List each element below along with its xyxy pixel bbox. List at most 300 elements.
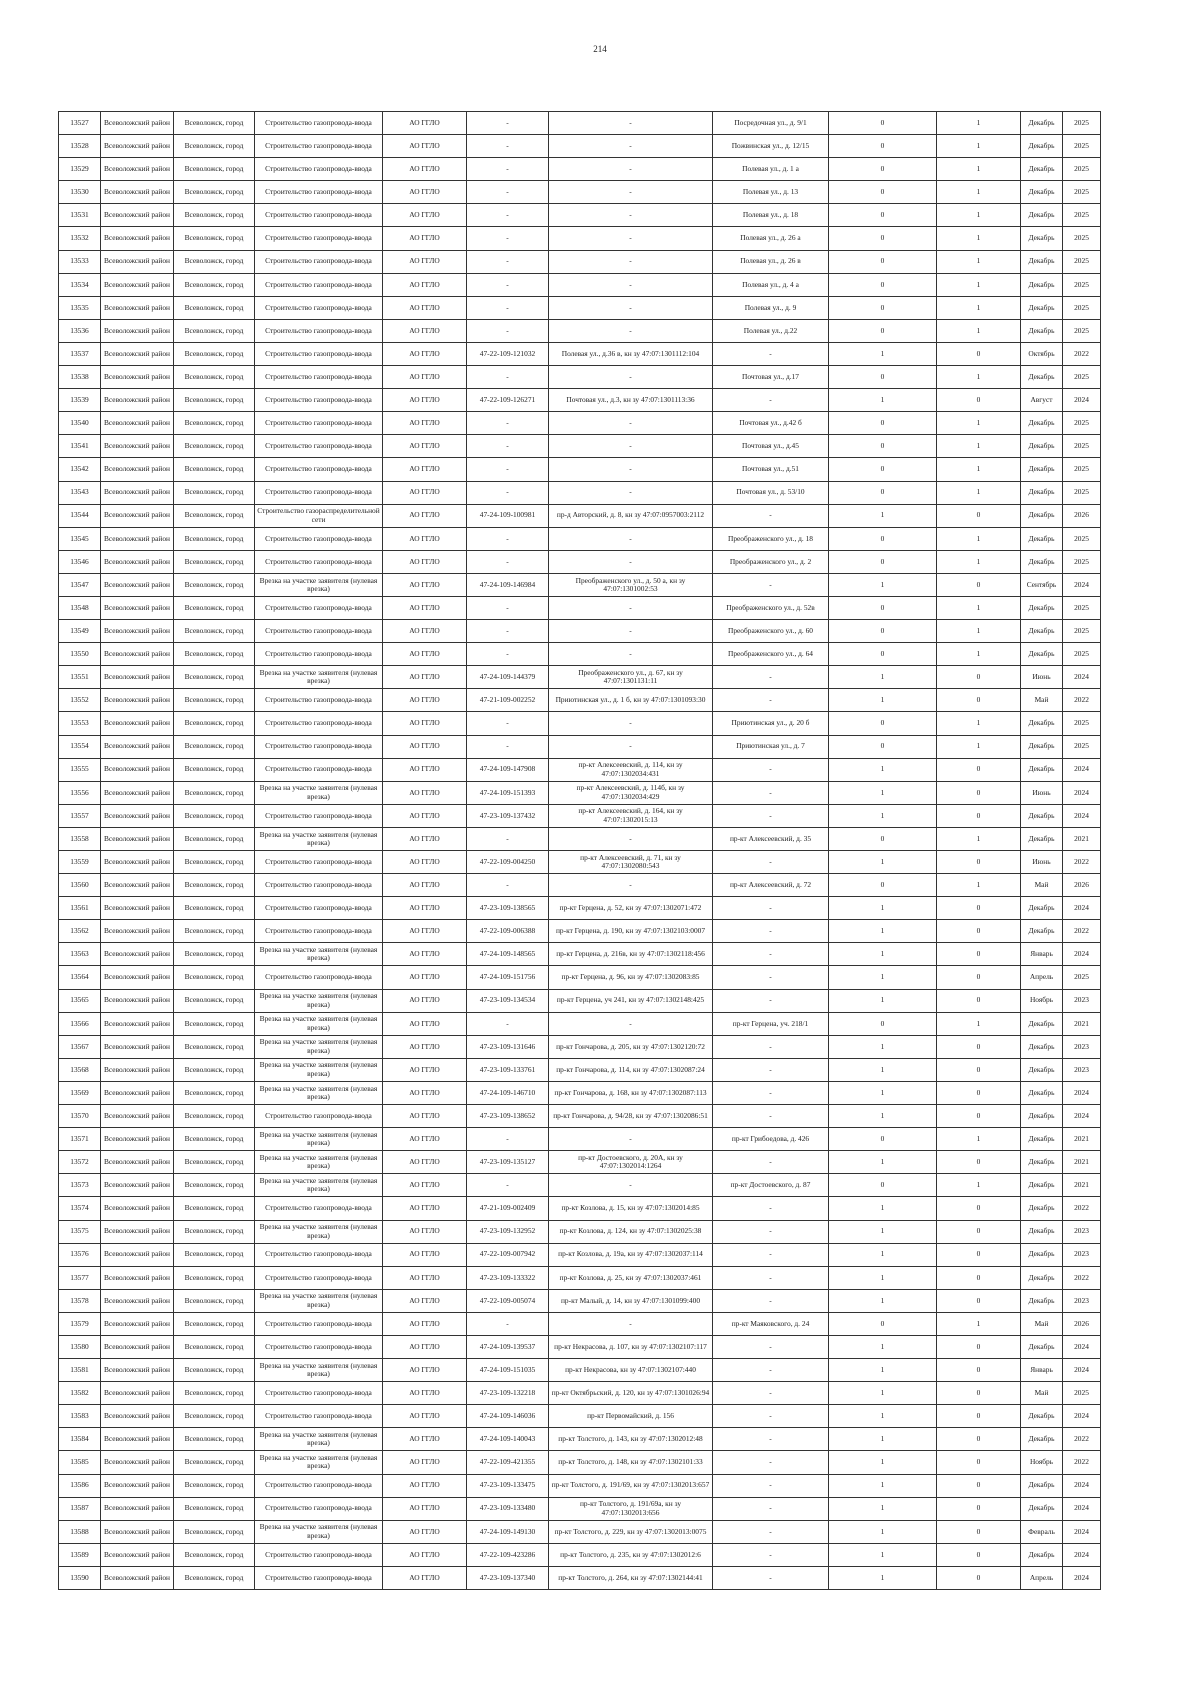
cell-planned-address: пр-кт Герцена, уч. 218/1 <box>713 1012 829 1035</box>
cell-settlement: Всеволожск, город <box>174 158 255 181</box>
cell-count-a: 1 <box>829 1359 937 1382</box>
cell-district: Всеволожский район <box>101 689 174 712</box>
cell-row-number: 13566 <box>59 1012 101 1035</box>
table-row <box>59 1174 1101 1197</box>
cell-planned-address: - <box>713 1105 829 1128</box>
cell-count-a: 1 <box>829 1428 937 1451</box>
cell-planned-address: - <box>713 1497 829 1520</box>
cell-application-number: 47-22-109-421355 <box>467 1451 549 1474</box>
cell-district: Всеволожский район <box>101 527 174 550</box>
cell-district: Всеволожский район <box>101 1266 174 1289</box>
cell-settlement: Всеволожск, город <box>174 389 255 412</box>
cell-row-number: 13578 <box>59 1289 101 1312</box>
cell-row-number: 13549 <box>59 620 101 643</box>
cell-organization: АО ГГЛО <box>383 481 467 504</box>
cell-district: Всеволожский район <box>101 342 174 365</box>
cell-object-address: - <box>549 273 713 296</box>
cell-district: Всеволожский район <box>101 1289 174 1312</box>
cell-application-number: 47-23-109-138565 <box>467 897 549 920</box>
cell-month: Декабрь <box>1021 596 1063 619</box>
cell-count-a: 0 <box>829 319 937 342</box>
cell-row-number: 13541 <box>59 435 101 458</box>
cell-settlement: Всеволожск, город <box>174 1543 255 1566</box>
cell-year: 2025 <box>1063 458 1101 481</box>
cell-settlement: Всеволожск, город <box>174 181 255 204</box>
cell-district: Всеволожский район <box>101 366 174 389</box>
cell-row-number: 13579 <box>59 1312 101 1335</box>
cell-count-a: 1 <box>829 1497 937 1520</box>
cell-count-a: 0 <box>829 643 937 666</box>
cell-settlement: Всеволожск, город <box>174 1058 255 1081</box>
cell-row-number: 13539 <box>59 389 101 412</box>
cell-application-number: - <box>467 527 549 550</box>
cell-work-type: Строительство газопровода-ввода <box>255 712 383 735</box>
cell-district: Всеволожский район <box>101 1451 174 1474</box>
cell-year: 2022 <box>1063 1428 1101 1451</box>
table-row <box>59 573 1101 596</box>
cell-settlement: Всеволожск, город <box>174 1566 255 1589</box>
table-row <box>59 112 1101 135</box>
cell-count-b: 0 <box>937 1428 1021 1451</box>
table-row <box>59 758 1101 781</box>
cell-application-number: 47-23-109-133761 <box>467 1058 549 1081</box>
cell-object-address: пр-кт Достоевского, д. 20А, кн зу 47:07:1302014:1264 <box>549 1151 713 1174</box>
cell-year: 2023 <box>1063 1220 1101 1243</box>
cell-work-type: Строительство газопровода-ввода <box>255 758 383 781</box>
cell-month: Декабрь <box>1021 643 1063 666</box>
cell-organization: АО ГГЛО <box>383 943 467 966</box>
cell-row-number: 13538 <box>59 366 101 389</box>
cell-count-a: 1 <box>829 1520 937 1543</box>
cell-month: Декабрь <box>1021 827 1063 850</box>
cell-organization: АО ГГЛО <box>383 989 467 1012</box>
cell-object-address: Почтовая ул., д.3, кн зу 47:07:1301113:36 <box>549 389 713 412</box>
cell-count-b: 1 <box>937 1174 1021 1197</box>
cell-application-number: 47-24-109-144379 <box>467 666 549 689</box>
cell-count-b: 1 <box>937 643 1021 666</box>
cell-settlement: Всеволожск, город <box>174 943 255 966</box>
cell-count-a: 1 <box>829 504 937 527</box>
cell-month: Декабрь <box>1021 735 1063 758</box>
cell-district: Всеволожский район <box>101 1243 174 1266</box>
table-row <box>59 1289 1101 1312</box>
cell-planned-address: Полевая ул., д. 1 а <box>713 158 829 181</box>
cell-work-type: Врезка на участке заявителя (нулевая врезка) <box>255 1035 383 1058</box>
cell-count-a: 1 <box>829 781 937 804</box>
cell-year: 2026 <box>1063 1312 1101 1335</box>
cell-district: Всеволожский район <box>101 643 174 666</box>
cell-year: 2024 <box>1063 666 1101 689</box>
cell-count-a: 0 <box>829 1312 937 1335</box>
cell-district: Всеволожский район <box>101 1197 174 1220</box>
cell-work-type: Врезка на участке заявителя (нулевая врезка) <box>255 1289 383 1312</box>
cell-planned-address: - <box>713 920 829 943</box>
cell-row-number: 13530 <box>59 181 101 204</box>
cell-organization: АО ГГЛО <box>383 1012 467 1035</box>
cell-application-number: - <box>467 112 549 135</box>
cell-year: 2024 <box>1063 758 1101 781</box>
cell-work-type: Строительство газопровода-ввода <box>255 296 383 319</box>
cell-count-b: 1 <box>937 227 1021 250</box>
cell-count-a: 1 <box>829 1266 937 1289</box>
cell-organization: АО ГГЛО <box>383 1335 467 1358</box>
cell-month: Декабрь <box>1021 504 1063 527</box>
cell-planned-address: Почтовая ул., д.17 <box>713 366 829 389</box>
cell-work-type: Строительство газопровода-ввода <box>255 112 383 135</box>
cell-month: Декабрь <box>1021 204 1063 227</box>
cell-planned-address: - <box>713 1289 829 1312</box>
cell-planned-address: - <box>713 504 829 527</box>
cell-object-address: - <box>549 550 713 573</box>
cell-organization: АО ГГЛО <box>383 1105 467 1128</box>
table-row <box>59 227 1101 250</box>
cell-application-number: - <box>467 550 549 573</box>
cell-organization: АО ГГЛО <box>383 735 467 758</box>
cell-work-type: Врезка на участке заявителя (нулевая врезка) <box>255 781 383 804</box>
cell-year: 2023 <box>1063 989 1101 1012</box>
cell-object-address: - <box>549 204 713 227</box>
cell-year: 2024 <box>1063 1543 1101 1566</box>
cell-count-a: 0 <box>829 227 937 250</box>
cell-organization: АО ГГЛО <box>383 1359 467 1382</box>
cell-planned-address: - <box>713 943 829 966</box>
cell-work-type: Строительство газопровода-ввода <box>255 596 383 619</box>
cell-object-address: пр-кт Гончарова, д. 205, кн зу 47:07:1302120:72 <box>549 1035 713 1058</box>
cell-month: Декабрь <box>1021 273 1063 296</box>
cell-object-address: - <box>549 458 713 481</box>
cell-year: 2024 <box>1063 781 1101 804</box>
cell-row-number: 13558 <box>59 827 101 850</box>
cell-count-b: 0 <box>937 1451 1021 1474</box>
cell-month: Декабрь <box>1021 366 1063 389</box>
cell-count-b: 0 <box>937 389 1021 412</box>
cell-count-b: 1 <box>937 458 1021 481</box>
cell-planned-address: Почтовая ул., д.45 <box>713 435 829 458</box>
cell-settlement: Всеволожск, город <box>174 989 255 1012</box>
cell-planned-address: - <box>713 342 829 365</box>
table-body <box>59 112 1101 1590</box>
cell-planned-address: - <box>713 1035 829 1058</box>
cell-count-a: 1 <box>829 1035 937 1058</box>
cell-count-b: 0 <box>937 1081 1021 1104</box>
cell-year: 2025 <box>1063 366 1101 389</box>
cell-settlement: Всеволожск, город <box>174 481 255 504</box>
cell-row-number: 13582 <box>59 1382 101 1405</box>
cell-settlement: Всеволожск, город <box>174 1335 255 1358</box>
cell-settlement: Всеволожск, город <box>174 573 255 596</box>
cell-count-b: 0 <box>937 758 1021 781</box>
cell-application-number: - <box>467 1012 549 1035</box>
cell-row-number: 13543 <box>59 481 101 504</box>
cell-settlement: Всеволожск, город <box>174 1312 255 1335</box>
cell-district: Всеволожский район <box>101 712 174 735</box>
cell-work-type: Строительство газопровода-ввода <box>255 250 383 273</box>
cell-district: Всеволожский район <box>101 1474 174 1497</box>
cell-count-b: 0 <box>937 342 1021 365</box>
cell-object-address: пр-кт Алексеевский, д. 164, кн зу 47:07:1302015:13 <box>549 804 713 827</box>
cell-month: Май <box>1021 1382 1063 1405</box>
cell-organization: АО ГГЛО <box>383 181 467 204</box>
cell-district: Всеволожский район <box>101 920 174 943</box>
cell-organization: АО ГГЛО <box>383 1220 467 1243</box>
cell-application-number: 47-23-109-137432 <box>467 804 549 827</box>
cell-count-a: 1 <box>829 1474 937 1497</box>
cell-organization: АО ГГЛО <box>383 758 467 781</box>
cell-application-number: - <box>467 458 549 481</box>
cell-year: 2024 <box>1063 1081 1101 1104</box>
cell-count-a: 1 <box>829 389 937 412</box>
cell-settlement: Всеволожск, город <box>174 712 255 735</box>
cell-object-address: пр-кт Козлова, д. 15, кн зу 47:07:1302014:85 <box>549 1197 713 1220</box>
cell-count-b: 0 <box>937 1405 1021 1428</box>
cell-district: Всеволожский район <box>101 1128 174 1151</box>
cell-planned-address: пр-кт Маяковского, д. 24 <box>713 1312 829 1335</box>
cell-application-number: 47-24-109-140043 <box>467 1428 549 1451</box>
cell-month: Декабрь <box>1021 1289 1063 1312</box>
cell-district: Всеволожский район <box>101 827 174 850</box>
cell-object-address: пр-кт Некрасова, д. 107, кн зу 47:07:1302107:117 <box>549 1335 713 1358</box>
table-row <box>59 366 1101 389</box>
cell-count-a: 1 <box>829 1058 937 1081</box>
cell-month: Декабрь <box>1021 1220 1063 1243</box>
cell-row-number: 13565 <box>59 989 101 1012</box>
cell-row-number: 13590 <box>59 1566 101 1589</box>
cell-count-b: 1 <box>937 204 1021 227</box>
cell-count-a: 1 <box>829 1405 937 1428</box>
cell-year: 2025 <box>1063 135 1101 158</box>
cell-row-number: 13557 <box>59 804 101 827</box>
cell-month: Январь <box>1021 1359 1063 1382</box>
cell-work-type: Строительство газопровода-ввода <box>255 1566 383 1589</box>
table-row <box>59 874 1101 897</box>
cell-work-type: Строительство газопровода-ввода <box>255 550 383 573</box>
cell-settlement: Всеволожск, город <box>174 643 255 666</box>
cell-work-type: Строительство газопровода-ввода <box>255 342 383 365</box>
cell-count-a: 1 <box>829 851 937 874</box>
cell-year: 2022 <box>1063 1197 1101 1220</box>
cell-count-b: 0 <box>937 1289 1021 1312</box>
cell-month: Апрель <box>1021 1566 1063 1589</box>
cell-month: Декабрь <box>1021 458 1063 481</box>
cell-work-type: Врезка на участке заявителя (нулевая врезка) <box>255 827 383 850</box>
table-row <box>59 596 1101 619</box>
cell-application-number: 47-23-109-133475 <box>467 1474 549 1497</box>
cell-organization: АО ГГЛО <box>383 1497 467 1520</box>
cell-month: Декабрь <box>1021 227 1063 250</box>
cell-organization: АО ГГЛО <box>383 712 467 735</box>
cell-organization: АО ГГЛО <box>383 550 467 573</box>
cell-count-b: 1 <box>937 712 1021 735</box>
cell-row-number: 13552 <box>59 689 101 712</box>
cell-month: Декабрь <box>1021 435 1063 458</box>
cell-object-address: - <box>549 412 713 435</box>
cell-application-number: 47-23-109-137340 <box>467 1566 549 1589</box>
cell-district: Всеволожский район <box>101 458 174 481</box>
cell-row-number: 13548 <box>59 596 101 619</box>
cell-organization: АО ГГЛО <box>383 204 467 227</box>
cell-object-address: пр-кт Козлова, д. 19а, кн зу 47:07:1302037:114 <box>549 1243 713 1266</box>
cell-organization: АО ГГЛО <box>383 158 467 181</box>
cell-month: Май <box>1021 874 1063 897</box>
cell-year: 2025 <box>1063 550 1101 573</box>
cell-organization: АО ГГЛО <box>383 1543 467 1566</box>
cell-settlement: Всеволожск, город <box>174 435 255 458</box>
cell-count-b: 0 <box>937 989 1021 1012</box>
cell-application-number: 47-23-109-132952 <box>467 1220 549 1243</box>
cell-settlement: Всеволожск, город <box>174 1405 255 1428</box>
cell-year: 2022 <box>1063 1266 1101 1289</box>
cell-organization: АО ГГЛО <box>383 920 467 943</box>
cell-month: Январь <box>1021 943 1063 966</box>
cell-work-type: Строительство газопровода-ввода <box>255 366 383 389</box>
cell-work-type: Строительство газопровода-ввода <box>255 920 383 943</box>
cell-planned-address: - <box>713 781 829 804</box>
cell-work-type: Врезка на участке заявителя (нулевая врезка) <box>255 1428 383 1451</box>
cell-object-address: - <box>549 135 713 158</box>
table-row <box>59 735 1101 758</box>
cell-application-number: 47-22-109-005074 <box>467 1289 549 1312</box>
cell-organization: АО ГГЛО <box>383 666 467 689</box>
cell-district: Всеволожский район <box>101 1335 174 1358</box>
cell-row-number: 13581 <box>59 1359 101 1382</box>
cell-month: Февраль <box>1021 1520 1063 1543</box>
cell-planned-address: - <box>713 1151 829 1174</box>
cell-application-number: 47-23-109-138652 <box>467 1105 549 1128</box>
cell-application-number: 47-24-109-139537 <box>467 1335 549 1358</box>
table-row <box>59 319 1101 342</box>
cell-year: 2025 <box>1063 181 1101 204</box>
cell-month: Декабрь <box>1021 481 1063 504</box>
cell-application-number: - <box>467 1128 549 1151</box>
cell-object-address: Приютинская ул., д. 1 б, кн зу 47:07:1301093:30 <box>549 689 713 712</box>
cell-application-number: 47-22-109-007942 <box>467 1243 549 1266</box>
cell-planned-address: - <box>713 1197 829 1220</box>
cell-planned-address: - <box>713 1266 829 1289</box>
cell-organization: АО ГГЛО <box>383 342 467 365</box>
cell-year: 2026 <box>1063 874 1101 897</box>
cell-count-a: 0 <box>829 874 937 897</box>
cell-count-a: 1 <box>829 1220 937 1243</box>
cell-district: Всеволожский район <box>101 1497 174 1520</box>
cell-row-number: 13586 <box>59 1474 101 1497</box>
cell-application-number: 47-21-109-002252 <box>467 689 549 712</box>
cell-year: 2024 <box>1063 1105 1101 1128</box>
cell-settlement: Всеволожск, город <box>174 342 255 365</box>
table-row <box>59 1312 1101 1335</box>
cell-object-address: - <box>549 112 713 135</box>
cell-planned-address: - <box>713 573 829 596</box>
cell-count-b: 0 <box>937 1243 1021 1266</box>
cell-count-b: 0 <box>937 1197 1021 1220</box>
cell-object-address: пр-кт Герцена, д. 52, кн зу 47:07:1302071:472 <box>549 897 713 920</box>
cell-row-number: 13537 <box>59 342 101 365</box>
cell-settlement: Всеволожск, город <box>174 1266 255 1289</box>
table-row <box>59 1081 1101 1104</box>
table-row <box>59 1197 1101 1220</box>
cell-planned-address: - <box>713 1474 829 1497</box>
cell-year: 2025 <box>1063 966 1101 989</box>
cell-object-address: Преображенского ул., д. 50 а, кн зу 47:07:1301002:53 <box>549 573 713 596</box>
cell-settlement: Всеволожск, город <box>174 1359 255 1382</box>
cell-work-type: Строительство газопровода-ввода <box>255 458 383 481</box>
cell-work-type: Строительство газопровода-ввода <box>255 389 383 412</box>
cell-planned-address: Полевая ул., д. 4 а <box>713 273 829 296</box>
cell-row-number: 13545 <box>59 527 101 550</box>
cell-object-address: пр-кт Некрасова, кн зу 47:07:1302107:440 <box>549 1359 713 1382</box>
cell-count-a: 1 <box>829 1382 937 1405</box>
cell-count-a: 0 <box>829 1012 937 1035</box>
cell-month: Сентябрь <box>1021 573 1063 596</box>
cell-organization: АО ГГЛО <box>383 1312 467 1335</box>
cell-planned-address: пр-кт Достоевского, д. 87 <box>713 1174 829 1197</box>
cell-count-a: 0 <box>829 596 937 619</box>
table-row <box>59 504 1101 527</box>
cell-planned-address: Почтовая ул., д. 53/10 <box>713 481 829 504</box>
table-row <box>59 827 1101 850</box>
cell-application-number: 47-23-109-131646 <box>467 1035 549 1058</box>
cell-row-number: 13583 <box>59 1405 101 1428</box>
cell-object-address: пр-кт Герцена, уч 241, кн зу 47:07:1302148:425 <box>549 989 713 1012</box>
cell-year: 2025 <box>1063 296 1101 319</box>
cell-work-type: Врезка на участке заявителя (нулевая врезка) <box>255 1058 383 1081</box>
cell-district: Всеволожский район <box>101 1035 174 1058</box>
cell-count-b: 1 <box>937 435 1021 458</box>
cell-work-type: Строительство газораспределительной сети <box>255 504 383 527</box>
cell-year: 2024 <box>1063 897 1101 920</box>
cell-count-b: 0 <box>937 1335 1021 1358</box>
cell-application-number: 47-24-109-146710 <box>467 1081 549 1104</box>
cell-organization: АО ГГЛО <box>383 1428 467 1451</box>
cell-district: Всеволожский район <box>101 250 174 273</box>
cell-count-a: 0 <box>829 204 937 227</box>
cell-application-number: - <box>467 643 549 666</box>
cell-application-number: - <box>467 620 549 643</box>
cell-year: 2025 <box>1063 112 1101 135</box>
cell-month: Декабрь <box>1021 804 1063 827</box>
cell-application-number: 47-24-109-146036 <box>467 1405 549 1428</box>
cell-row-number: 13570 <box>59 1105 101 1128</box>
cell-planned-address: Почтовая ул., д.51 <box>713 458 829 481</box>
cell-work-type: Строительство газопровода-ввода <box>255 1497 383 1520</box>
table-row <box>59 273 1101 296</box>
table-row <box>59 481 1101 504</box>
cell-count-b: 1 <box>937 1128 1021 1151</box>
cell-count-b: 1 <box>937 620 1021 643</box>
cell-work-type: Строительство газопровода-ввода <box>255 158 383 181</box>
cell-organization: АО ГГЛО <box>383 897 467 920</box>
cell-count-b: 0 <box>937 897 1021 920</box>
cell-object-address: - <box>549 527 713 550</box>
cell-row-number: 13589 <box>59 1543 101 1566</box>
cell-settlement: Всеволожск, город <box>174 1197 255 1220</box>
cell-count-a: 1 <box>829 1543 937 1566</box>
table-row <box>59 342 1101 365</box>
cell-year: 2025 <box>1063 412 1101 435</box>
cell-count-b: 1 <box>937 296 1021 319</box>
cell-work-type: Врезка на участке заявителя (нулевая врезка) <box>255 1128 383 1151</box>
cell-organization: АО ГГЛО <box>383 1174 467 1197</box>
cell-count-b: 1 <box>937 250 1021 273</box>
cell-district: Всеволожский район <box>101 804 174 827</box>
cell-count-b: 0 <box>937 1359 1021 1382</box>
cell-work-type: Строительство газопровода-ввода <box>255 1474 383 1497</box>
cell-object-address: пр-кт Герцена, д. 216в, кн зу 47:07:1302118:456 <box>549 943 713 966</box>
cell-settlement: Всеволожск, город <box>174 1428 255 1451</box>
cell-count-b: 0 <box>937 1474 1021 1497</box>
cell-year: 2021 <box>1063 1151 1101 1174</box>
cell-month: Декабрь <box>1021 1105 1063 1128</box>
cell-application-number: - <box>467 1312 549 1335</box>
